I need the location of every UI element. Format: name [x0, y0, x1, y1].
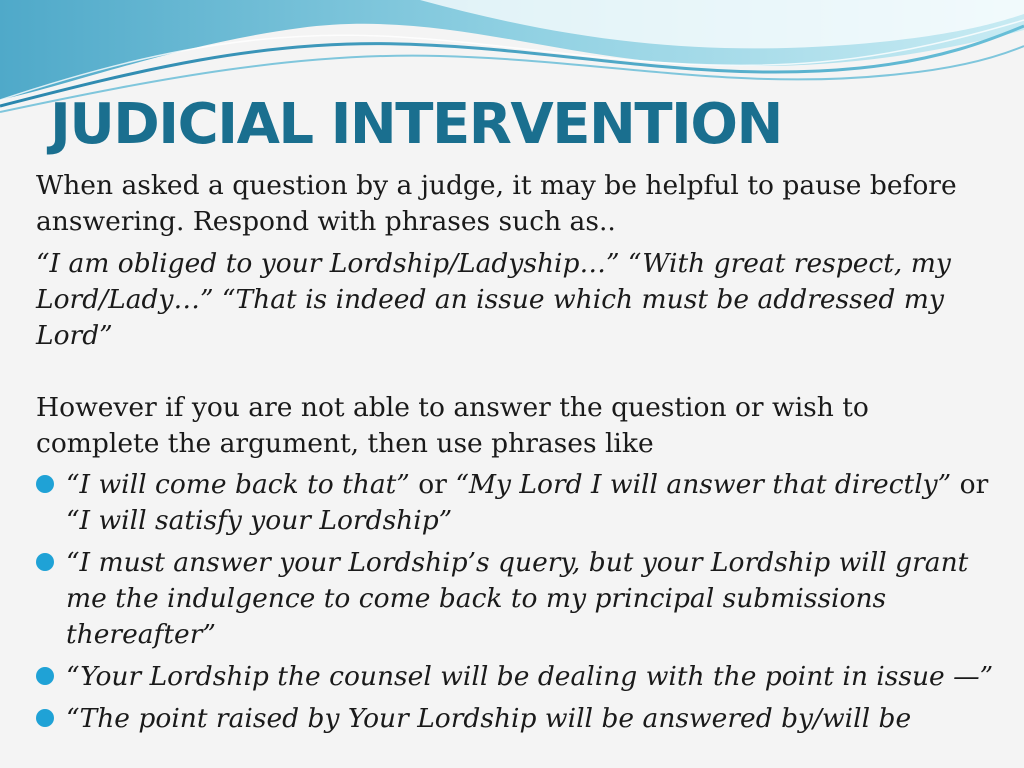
connector-text: or — [951, 469, 989, 500]
slide-title: JUDICIAL INTERVENTION — [50, 92, 782, 157]
phrase-list — [36, 467, 996, 737]
bullet-icon — [36, 667, 54, 685]
bullet-icon — [36, 475, 54, 493]
bullet-icon — [36, 709, 54, 727]
phrase-quote: “I must answer your Lordship’s query, but your Lordship will grant me the indulgence to come back to my principal submissions thereafter” — [66, 547, 969, 650]
slide-body — [36, 168, 996, 743]
list-item — [36, 467, 996, 539]
list-item — [36, 659, 996, 695]
phrase-quote: “The point raised by Your Lordship will be answered by/will be — [66, 703, 912, 734]
intro-paragraph: When asked a question by a judge, it may be helpful to pause before answering. Respond with phrases such as.. — [36, 170, 957, 237]
list-item — [36, 545, 996, 653]
second-paragraph: However if you are not able to answer the question or wish to complete the argument, then use phrases like — [36, 392, 869, 459]
list-item — [36, 701, 996, 737]
phrase-quote: “Your Lordship the counsel will be dealing with the point in issue —” — [66, 661, 994, 692]
phrase-quote: “I will come back to that” — [66, 469, 410, 500]
paragraph-spacer — [36, 354, 996, 390]
phrase-quote: “I will satisfy your Lordship” — [66, 505, 453, 536]
example-quotes: “I am obliged to your Lordship/Ladyship…” “With great respect, my Lord/Lady…” “That is indeed an issue which must be addressed my Lord” — [36, 248, 951, 351]
bullet-icon — [36, 553, 54, 571]
phrase-quote: “My Lord I will answer that directly” — [455, 469, 952, 500]
connector-text: or — [409, 469, 456, 500]
